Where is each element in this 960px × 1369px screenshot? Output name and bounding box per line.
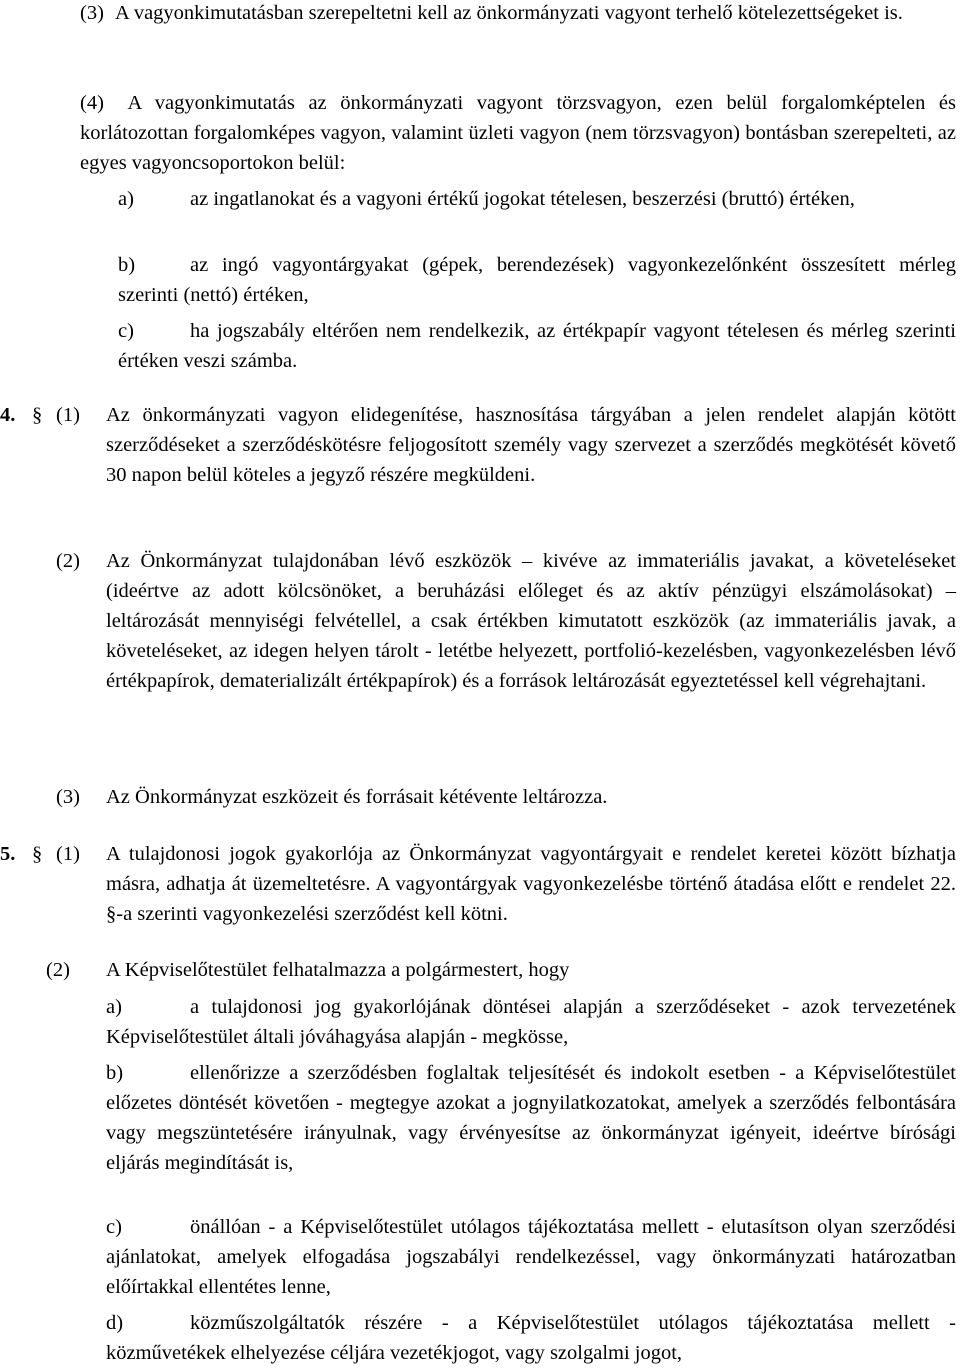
section-5-paragraph-1: [56, 839, 956, 929]
list-item-label: c): [106, 1216, 122, 1238]
paragraph-3-3: [80, 0, 956, 28]
list-item-text: közműszolgáltatók részére - a Képviselőtestület utólagos tájékoztatása mellett - közművetékek elhelyezése céljára vezetékjogot, vagy szolgalmi jogot,: [106, 1312, 956, 1364]
section-4-paragraph-1: [56, 400, 956, 490]
paragraph-label: (3): [80, 2, 104, 24]
paragraph-3-4: [80, 88, 956, 178]
list-item-text: ellenőrizze a szerződésben foglaltak teljesítését és indokolt esetben - a Képviselőtestület előzetes döntését követően - megtegye azokat a jognyilatkozatokat, amelyek a szerződés felbontására vagy megszüntetésére irányulnak, vagy érvényesítse az önkormányzat igényeit, ideértve bírósági eljárás megindítását is,: [106, 1062, 956, 1174]
list-item-text: a tulajdonosi jog gyakorlójának döntései alapján a szerződéseket - azok tervezetének Képviselőtestület általi jóváhagyása alapján - megkösse,: [106, 996, 956, 1048]
section-number: 5.: [0, 843, 16, 865]
paragraph-label: (4): [80, 92, 104, 114]
list-item-label: a): [118, 188, 134, 210]
list-item-c: [118, 316, 956, 376]
list-item-text: önállóan - a Képviselőtestület utólagos tájékoztatása mellett - elutasítson olyan szerződési ajánlatokat, amelyek elfogadása jogszabályi rendelkezéssel, vagy önkormányzati határozatban előírtakkal ellentétes lenne,: [106, 1216, 956, 1298]
section-4-paragraph-3: [56, 782, 956, 812]
paragraph-text: A vagyonkimutatásban szerepeltetni kell az önkormányzati vagyont terhelő kötelezettségeket is.: [115, 2, 903, 24]
list-item-a: [118, 184, 956, 214]
list-item-d: [106, 1308, 956, 1368]
list-item-a: [106, 992, 956, 1052]
paragraph-label: (1): [56, 404, 80, 426]
list-item-label: c): [118, 320, 134, 342]
list-item-b: [106, 1058, 956, 1178]
section-symbol: §: [32, 404, 43, 426]
section-symbol: §: [32, 843, 43, 865]
paragraph-label: (2): [46, 959, 70, 981]
paragraph-text: A Képviselőtestület felhatalmazza a polgármestert, hogy: [106, 959, 570, 981]
paragraph-label: (3): [56, 786, 80, 808]
paragraph-text: A tulajdonosi jogok gyakorlója az Önkormányzat vagyontárgyait e rendelet keretei között bízhatja másra, adhatja át üzemeltetésre. A vagyontárgyak vagyonkezelésbe történő átadása előtt e rendelet 22. §-a szerinti vagyonkezelési szerződést kell kötni.: [106, 843, 956, 925]
list-item-text: ha jogszabály eltérően nem rendelkezik, az értékpapír vagyont tételesen és mérleg szerinti értéken veszi számba.: [118, 320, 956, 372]
list-item-label: b): [106, 1062, 124, 1084]
list-item-label: a): [106, 996, 122, 1018]
list-item-b: [118, 250, 956, 310]
paragraph-text: Az Önkormányzat tulajdonában lévő eszközök – kivéve az immateriális javakat, a követeléseket (ideértve az adott kölcsönöket, a beruházási előleget és az aktív pénzügyi elszámolásokat) – leltározását mennyiségi felvétellel, a csak értékben kimutatott eszközök (az immateriális javak, a követeléseket, az idegen helyen tárolt - letétbe helyezett, portfolió-kezelésben, vagyonkezelésben lévő értékpapírok, dematerializált értékpapírok) és a források leltározását egyeztetéssel kell végrehajtani.: [106, 550, 956, 692]
list-item-label: d): [106, 1312, 124, 1334]
list-item-text: az ingó vagyontárgyakat (gépek, berendezések) vagyonkezelőnként összesített mérleg szerinti (nettó) értéken,: [118, 254, 956, 306]
list-item-c: [106, 1212, 956, 1302]
section-4-paragraph-2: [56, 546, 956, 696]
paragraph-text: Az Önkormányzat eszközeit és forrásait kétévente leltározza.: [106, 786, 608, 808]
paragraph-text: A vagyonkimutatás az önkormányzati vagyont törzsvagyon, ezen belül forgalomképtelen és korlátozottan forgalomképes vagyon, valamint üzleti vagyon (nem törzsvagyon) bontásban szerepelteti, az egyes vagyoncsoportokon belül:: [80, 92, 956, 174]
list-item-text: az ingatlanokat és a vagyoni értékű jogokat tételesen, beszerzési (bruttó) értéken,: [190, 188, 855, 210]
paragraph-label: (1): [56, 843, 80, 865]
section-number: 4.: [0, 404, 16, 426]
paragraph-text: Az önkormányzati vagyon elidegenítése, hasznosítása tárgyában a jelen rendelet alapján kötött szerződéseket a szerződéskötésre feljogosított személy vagy szervezet a szerződés megkötését követő 30 napon belül köteles a jegyző részére megküldeni.: [106, 404, 956, 486]
list-item-label: b): [118, 254, 136, 276]
section-5-paragraph-2: [46, 955, 956, 985]
paragraph-label: (2): [56, 550, 80, 572]
